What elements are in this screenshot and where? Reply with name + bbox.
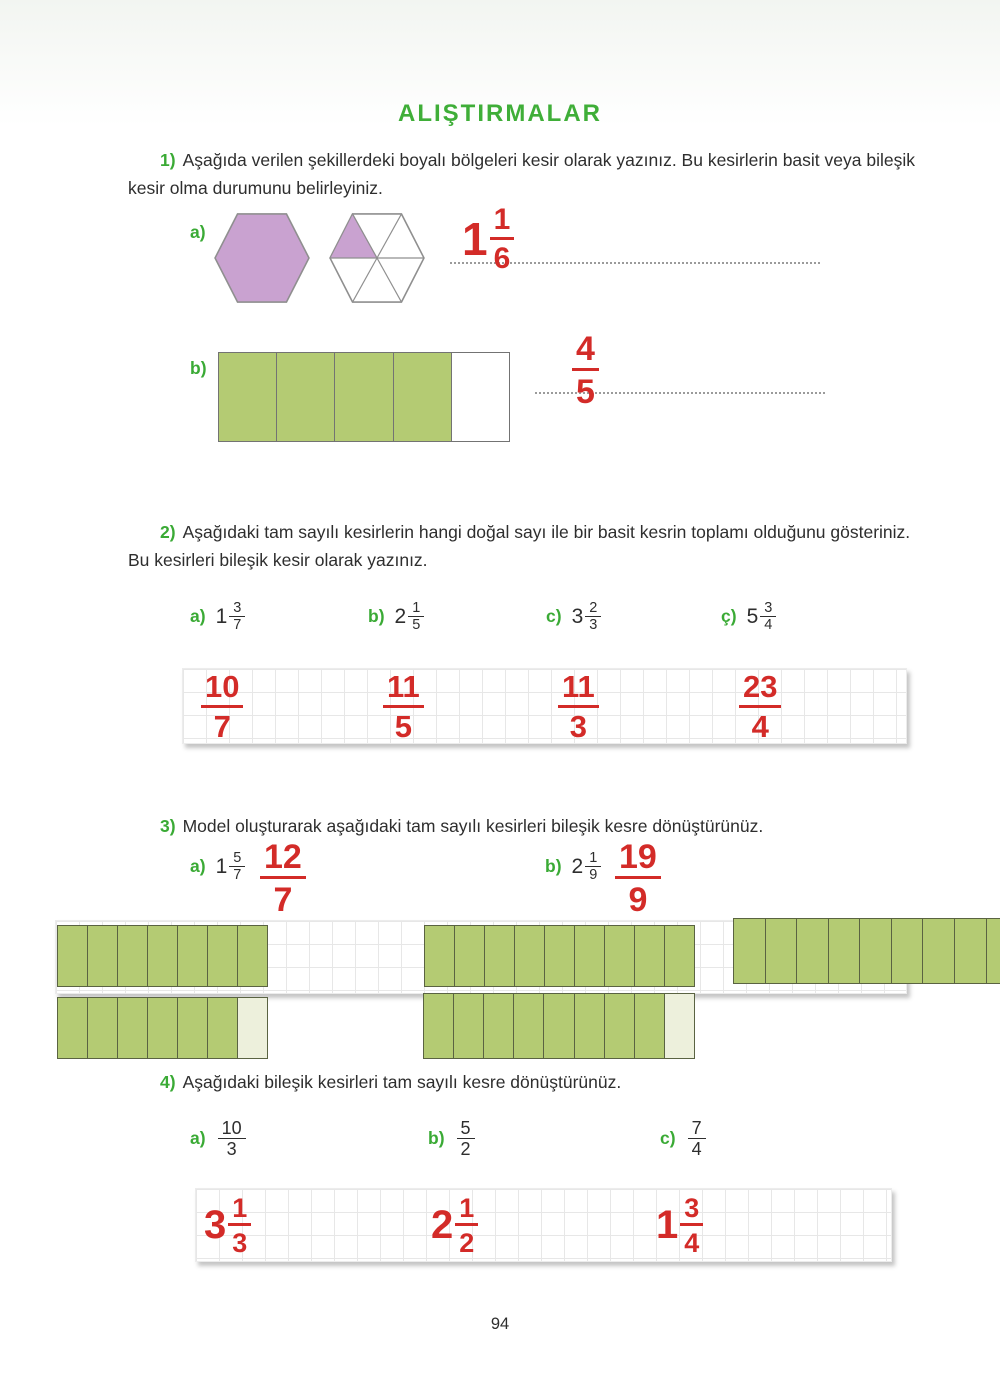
item-2c-label: c)	[546, 606, 562, 627]
item-4c-label: c)	[660, 1128, 676, 1149]
bar-cell	[219, 353, 277, 441]
item-2a-numerator: 3	[229, 600, 245, 617]
item-2ch-label: ç)	[721, 606, 737, 627]
question-1-body: Aşağıda verilen şekillerdeki boyalı bölgeleri kesir olarak yazınız. Bu kesirlerin basit veya bileşik kesir olma durumunu belirleyiniz.	[128, 150, 915, 198]
bar-cell	[485, 926, 515, 986]
bar-cell	[797, 919, 829, 983]
bar-cell	[484, 994, 514, 1058]
answer-4a-numerator: 1	[228, 1193, 251, 1226]
answer-1a	[462, 203, 514, 275]
question-2-body: Aşağıdaki tam sayılı kesirlerin hangi doğal sayı ile bir basit kesrin toplamı olduğunu gösteriniz. Bu kesirleri bileşik kesir olarak yazınız.	[128, 522, 911, 570]
answer-2c-numerator: 11	[558, 670, 599, 708]
bar-cell	[635, 994, 665, 1058]
answer-4a	[204, 1193, 251, 1258]
answer-4a-denominator: 3	[232, 1228, 248, 1259]
item-1b-label: b)	[190, 358, 207, 378]
bar-cell	[892, 919, 924, 983]
model-bar-a-part	[57, 997, 268, 1059]
item-3a-numerator: 5	[229, 850, 245, 867]
question-1-text	[128, 146, 918, 202]
page-number: 94	[490, 1315, 510, 1333]
item-3b-whole: 2	[571, 854, 584, 878]
answer-4b-denominator: 2	[459, 1228, 475, 1259]
item-4c-denominator: 4	[691, 1139, 702, 1160]
hexagon-full-shaded	[213, 212, 311, 304]
answer-4c-numerator: 3	[680, 1193, 703, 1226]
bar-cell	[545, 926, 575, 986]
item-2b	[368, 600, 424, 633]
question-3-number: 3)	[160, 816, 176, 836]
bar-cell	[208, 926, 238, 986]
bar-cell	[424, 994, 454, 1058]
bar-cell	[208, 998, 238, 1058]
bar-cell	[58, 998, 88, 1058]
question-2-text	[128, 518, 918, 574]
item-2c-numerator: 2	[585, 600, 601, 617]
question-2-number: 2)	[160, 522, 176, 542]
answer-2b-numerator: 11	[383, 670, 424, 708]
bar-cell	[605, 994, 635, 1058]
answer-3b-numerator: 19	[615, 838, 661, 879]
question-3-text	[128, 812, 928, 840]
bar-cell	[544, 994, 574, 1058]
item-2ch-whole: 5	[746, 604, 759, 628]
fraction-bar-1b	[218, 352, 510, 442]
answer-2ch-numerator: 23	[739, 670, 781, 708]
item-4c	[660, 1118, 706, 1159]
bar-cell	[987, 919, 1000, 983]
bar-cell	[455, 926, 485, 986]
item-2b-whole: 2	[394, 604, 407, 628]
item-4a	[190, 1118, 246, 1159]
answer-2ch	[739, 670, 781, 744]
bar-cell	[178, 998, 208, 1058]
answer-2a	[201, 670, 243, 744]
bar-cell	[605, 926, 635, 986]
item-4a-numerator: 10	[218, 1118, 246, 1139]
item-3a-whole: 1	[215, 854, 228, 878]
item-2b-label: b)	[368, 606, 385, 627]
item-3a	[190, 850, 245, 883]
question-4-body: Aşağıdaki bileşik kesirleri tam sayılı kesre dönüştürünüz.	[182, 1072, 622, 1092]
bar-cell	[118, 926, 148, 986]
bar-cell	[148, 998, 178, 1058]
item-2c	[546, 600, 601, 633]
answer-4a-whole: 3	[204, 1203, 227, 1248]
answer-2c-denominator: 3	[569, 708, 588, 744]
bar-cell	[515, 926, 545, 986]
bar-cell	[425, 926, 455, 986]
answer-2b	[383, 670, 424, 744]
item-3b-numerator: 1	[585, 850, 601, 867]
item-4a-denominator: 3	[226, 1139, 237, 1160]
item-4b-label: b)	[428, 1128, 445, 1149]
bar-cell	[829, 919, 861, 983]
answer-strip-q2	[182, 668, 907, 744]
answer-1a-denominator: 6	[493, 241, 511, 275]
answer-2a-denominator: 7	[213, 708, 231, 744]
bar-cell	[665, 994, 694, 1058]
question-4-number: 4)	[160, 1072, 176, 1092]
page-title: ALIŞTIRMALAR	[398, 100, 602, 127]
bar-cell	[923, 919, 955, 983]
item-2ch	[721, 600, 776, 633]
item-3a-label: a)	[190, 856, 206, 877]
bar-cell	[514, 994, 544, 1058]
answer-4b-numerator: 1	[455, 1193, 478, 1226]
model-bar-b-whole2	[733, 918, 1000, 984]
answer-4c	[656, 1193, 703, 1258]
bar-cell	[335, 353, 393, 441]
bar-cell	[734, 919, 766, 983]
bar-cell	[575, 994, 605, 1058]
model-bar-b-part	[423, 993, 695, 1059]
answer-3a	[260, 838, 306, 919]
answer-4c-whole: 1	[656, 1203, 679, 1248]
item-2a-whole: 1	[215, 604, 228, 628]
bar-cell	[238, 926, 267, 986]
answer-1b	[572, 330, 599, 411]
answer-1a-whole: 1	[462, 213, 488, 266]
question-3-body: Model oluşturarak aşağıdaki tam sayılı kesirleri bileşik kesre dönüştürünüz.	[182, 816, 764, 836]
bar-cell	[955, 919, 987, 983]
item-2a-label: a)	[190, 606, 206, 627]
bar-cell	[277, 353, 335, 441]
item-2ch-numerator: 3	[760, 600, 776, 617]
answer-2a-numerator: 10	[201, 670, 243, 708]
answer-2c	[558, 670, 599, 744]
bar-cell	[860, 919, 892, 983]
answer-2ch-denominator: 4	[751, 708, 769, 744]
item-4a-label: a)	[190, 1128, 206, 1149]
bar-cell	[575, 926, 605, 986]
answer-4b-whole: 2	[431, 1203, 454, 1248]
answer-3a-numerator: 12	[260, 838, 306, 879]
answer-4c-denominator: 4	[684, 1228, 700, 1259]
bar-cell	[665, 926, 694, 986]
item-2b-denominator: 5	[412, 617, 421, 634]
bar-cell	[148, 926, 178, 986]
item-2c-whole: 3	[571, 604, 584, 628]
question-4-text	[128, 1068, 928, 1096]
item-4c-numerator: 7	[688, 1118, 706, 1139]
item-4b-denominator: 2	[460, 1139, 471, 1160]
hexagon-sixths-one-shaded	[328, 212, 426, 304]
item-2c-denominator: 3	[589, 617, 598, 634]
item-2a	[190, 600, 245, 633]
answer-2b-denominator: 5	[394, 708, 413, 744]
answer-strip-q4	[195, 1188, 892, 1262]
answer-3a-denominator: 7	[273, 881, 293, 920]
item-2a-denominator: 7	[233, 617, 242, 634]
answer-1a-numerator: 1	[490, 203, 515, 240]
answer-1b-denominator: 5	[576, 373, 595, 412]
item-3b	[545, 850, 601, 883]
answer-4b	[431, 1193, 478, 1258]
answer-1b-numerator: 4	[572, 330, 599, 371]
answer-3b	[615, 838, 661, 919]
bar-cell	[88, 998, 118, 1058]
model-bar-a-whole	[57, 925, 268, 987]
bar-cell	[238, 998, 267, 1058]
question-1-number: 1)	[160, 150, 176, 170]
item-3b-denominator: 9	[589, 867, 598, 884]
bar-cell	[766, 919, 798, 983]
bar-cell	[394, 353, 452, 441]
bar-cell	[452, 353, 509, 441]
item-1a-label: a)	[190, 222, 206, 242]
item-3b-label: b)	[545, 856, 562, 877]
item-4b	[428, 1118, 475, 1159]
bar-cell	[635, 926, 665, 986]
model-bar-b-whole1	[424, 925, 695, 987]
answer-3b-denominator: 9	[628, 881, 648, 920]
item-3a-denominator: 7	[233, 867, 242, 884]
bar-cell	[88, 926, 118, 986]
bar-cell	[118, 998, 148, 1058]
item-2b-numerator: 1	[408, 600, 424, 617]
item-4b-numerator: 5	[457, 1118, 475, 1139]
bar-cell	[454, 994, 484, 1058]
bar-cell	[58, 926, 88, 986]
bar-cell	[178, 926, 208, 986]
item-2ch-denominator: 4	[764, 617, 773, 634]
